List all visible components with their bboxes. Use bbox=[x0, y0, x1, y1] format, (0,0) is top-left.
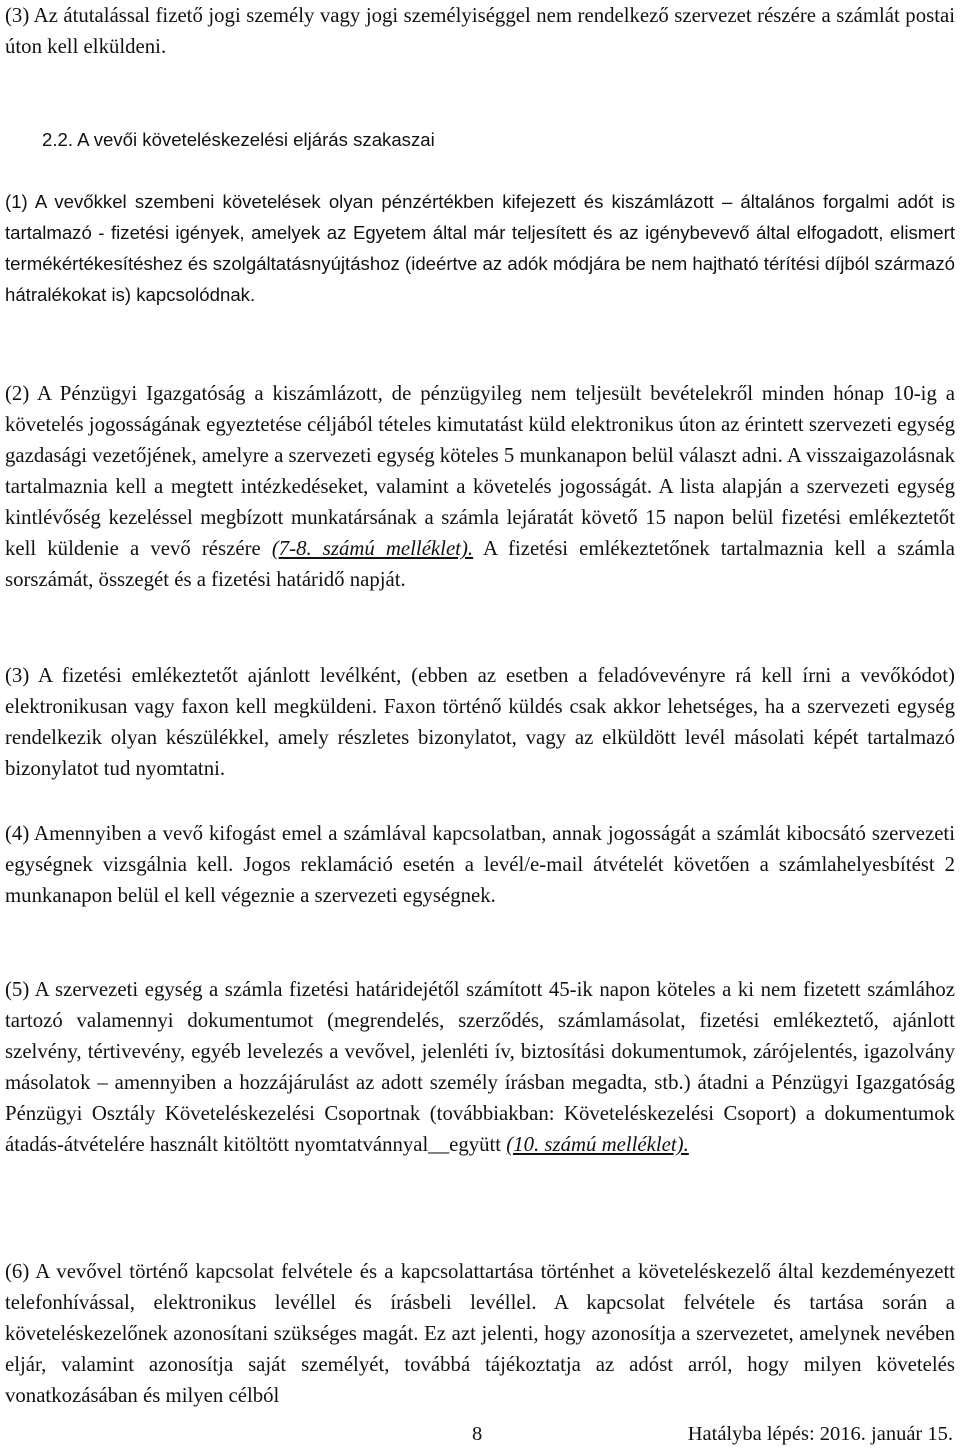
paragraph-4: (4) Amennyiben a vevő kifogást emel a számlával kapcsolatban, annak jogosságát a számlát kibocsátó szervezeti egységnek vizsgálnia kell. Jogos reklamáció esetén a levél/e-mail átvételét követően a számlahelyesbítést 2 munkanapon belül el kell végeznie a szervezeti egységnek. bbox=[5, 822, 955, 907]
section-heading bbox=[42, 124, 435, 155]
page-number: 8 bbox=[472, 1423, 483, 1445]
section-title: A vevői követeléskezelési eljárás szakaszai bbox=[77, 129, 435, 150]
annex-reference-link[interactable]: (7-8. számú melléklet). bbox=[271, 537, 474, 560]
intro-paragraph: (3) Az átutalással fizető jogi személy vagy jogi személyiséggel nem rendelkező szervezet részére a számlát postai úton kell elküldeni. bbox=[5, 4, 955, 58]
paragraph-6: (6) A vevővel történő kapcsolat felvétele és a kapcsolattartása történhet a követeléskezelő által kezdeményezett telefonhívással, elektronikus levéllel és írásbeli levéllel. A kapcsolat felvétele és tartása során a követeléskezelőnek azonosítani szükséges magát. Ez azt jelenti, hogy azonosítja a szervezetet, amelynek nevében eljár, valamint azonosítja saját személyét, továbbá tájékoztatja az adóst arról, hogy milyen követelés vonatkozásában és milyen célból bbox=[5, 1260, 955, 1407]
annex-reference-link[interactable]: (10. számú melléklet). bbox=[506, 1133, 689, 1156]
paragraph-5-text: (5) A szervezeti egység a számla fizetési határidejétől számított 45-ik napon köteles a ki nem fizetett számlához tartozó valamennyi dokumentumot (megrendelés, szerződés, számlamásolat, fizetési emlékeztető, ajánlott szelvény, tértivevény, egyéb levelezés a vevővel, jelenléti ív, biztosítási dokumentumok, zárójelentés, igazolvány másolatok – amennyiben a hozzájárulást az adott személy írásban megadta, stb.) átadni a Pénzügyi Igazgatóság Pénzügyi Osztály Követeléskezelési Csoportnak (továbbiakban: Követeléskezelési Csoport) a dokumentumok átadás-átvételére használt kitöltött nyomtatvánnyal__együtt bbox=[5, 978, 955, 1156]
paragraph-2-text: (2) A Pénzügyi Igazgatóság a kiszámlázott, de pénzügyileg nem teljesült bevételekről minden hónap 10-ig a követelés jogosságának egyeztetése céljából tételes kimutatást küld elektronikus úton az érintett szervezeti egység gazdasági vezetőjének, amelyre a szervezeti egység köteles 5 munkanapon belül választ adni. A visszaigazolásnak tartalmaznia kell a megtett intézkedéseket, valamint a követelés jogosságát. A lista alapján a szervezeti egység kintlévőség kezeléssel megbízott munkatársának a számla lejáratát követő 15 napon belül fizetési emlékeztetőt kell küldenie a vevő részére bbox=[5, 382, 955, 560]
paragraph-5 bbox=[5, 974, 955, 1160]
section-number: 2.2. bbox=[42, 129, 74, 150]
effective-date: Hatályba lépés: 2016. január 15. bbox=[687, 1423, 953, 1445]
paragraph-3: (3) A fizetési emlékeztetőt ajánlott levélként, (ebben az esetben a feladóvevényre rá kell írni a vevőkódot) elektronikusan vagy faxon kell megküldeni. Faxon történő küldés csak akkor lehetséges, ha a szervezeti egység rendelkezik olyan készülékkel, amely részletes bizonylatot, vagy az elküldött levél másolati képét tartalmazó bizonylatot tud nyomtatni. bbox=[5, 664, 955, 780]
paragraph-1: (1) A vevőkkel szembeni követelések olyan pénzértékben kifejezett és kiszámlázott – általános forgalmi adót is tartalmazó - fizetési igények, amelyek az Egyetem által már teljesített és az igénybevevő által elfogadott, elismert termékértékesítéshez és szolgáltatásnyújtáshoz (ideértve az adók módjára be nem hajtható térítési díjból származó hátralékokat is) kapcsolódnak. bbox=[5, 191, 955, 305]
paragraph-2 bbox=[5, 378, 955, 595]
paragraph-2-text-end: A fizetési emlékeztetőnek tartalmaznia kell a számla sorszámát, összegét és a fizetési határidő napját. bbox=[5, 537, 955, 591]
page-footer bbox=[0, 1420, 960, 1448]
